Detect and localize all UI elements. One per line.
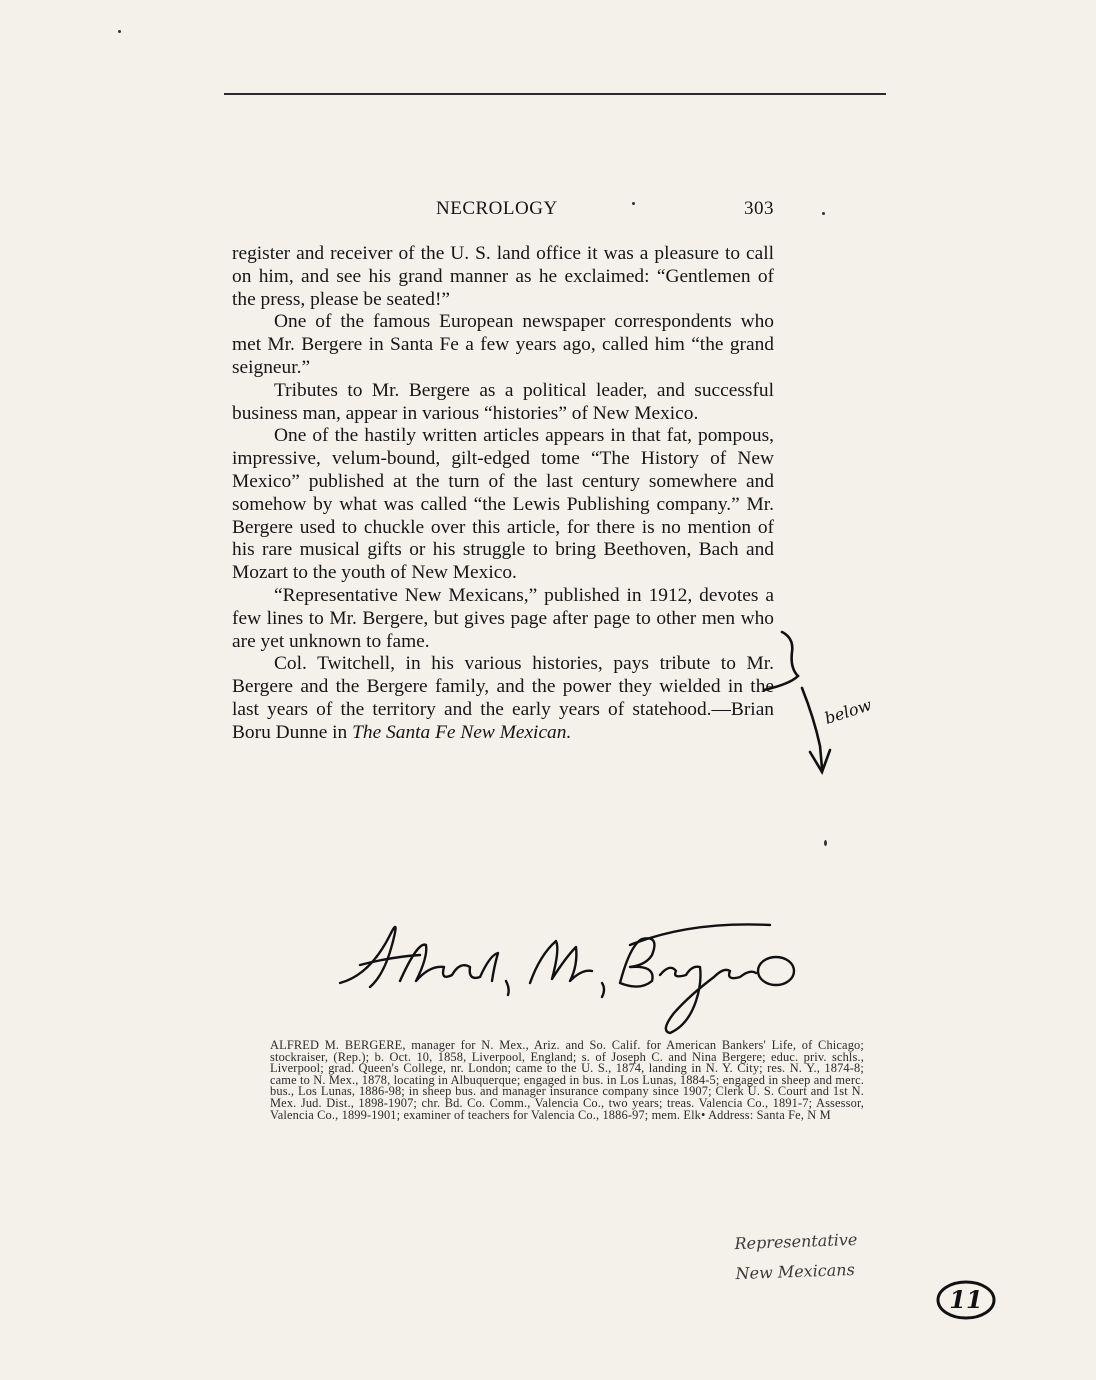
paragraph-text: Col. Twitchell, in his various histories, pays tribute to Mr. Bergere and the Bergere family, and the power they wielded in the last years of the territory and the early years of statehood.—Brian Boru Dunne in bbox=[232, 653, 774, 743]
signature-drawing bbox=[330, 905, 810, 1045]
paper-speck bbox=[118, 30, 121, 33]
handwritten-note bbox=[734, 1225, 859, 1289]
top-rule bbox=[224, 93, 886, 95]
source-citation: The Santa Fe New Mexican. bbox=[352, 721, 572, 743]
paper-speck bbox=[822, 212, 825, 215]
page-title: NECROLOGY bbox=[436, 198, 558, 219]
circled-number: 11 bbox=[949, 1285, 983, 1314]
paragraph: register and receiver of the U. S. land office it was a pleasure to call on him, and see his grand manner as he exclaimed: “Gentlemen of the press, please be seated!” bbox=[232, 243, 774, 310]
biography-text: ALFRED M. BERGERE, manager for N. Mex., Ariz. and So. Calif. for American Bankers' Life, of Chicago; stockraiser, (Rep.); b. Oct. 10, 1858, Liverpool, England; s. of Joseph C. and Nina Bergere; educ. priv. schls., Liverpool; grad. Queen's College, nr. London; came to the U. S., 1874, landing in N. Y. City; res. N. Y., 1874-8; came to N. Mex., 1878, locating in Albuquerque; engaged in bus. in Los Lunas, 1884-5; engaged in sheep and merc. bus., Los Lunas, 1886-98; in sheep bus. and manager insurance company since 1907; Clerk U. S. Court and 1st N. Mex. Jud. Dist., 1898-1907; chr. Bd. Co. Comm., Valencia Co., two years; treas. Valencia Co., 1891-7; Assessor, Valencia Co., 1899-1901; examiner of teachers for Valencia Co., 1886-97; mem. Elk• Address: Santa Fe, N M bbox=[270, 1038, 864, 1122]
page-number: 303 bbox=[744, 198, 774, 219]
signature bbox=[330, 905, 810, 1045]
paper-speck bbox=[824, 840, 827, 846]
paragraph: Tributes to Mr. Bergere as a political leader, and successful business man, appear in various “histories” of New Mexico. bbox=[232, 379, 774, 424]
handwritten-line: New Mexicans bbox=[735, 1259, 856, 1284]
paragraph-last bbox=[232, 653, 774, 744]
handwritten-line: Representative bbox=[734, 1229, 858, 1254]
paper-speck bbox=[632, 202, 635, 205]
running-head bbox=[232, 198, 774, 222]
paragraph: “Representative New Mexicans,” published in 1912, devotes a few lines to Mr. Bergere, but gives page after page to other men who are yet unknown to fame. bbox=[232, 584, 774, 652]
article-body bbox=[232, 243, 774, 745]
paragraph: One of the hastily written articles appears in that fat, pompous, impressive, velum-bound, gilt-edged tome “The History of New Mexico” published at the turn of the last century somewhere and somehow by what was called “the Lewis Publishing company.” Mr. Bergere used to chuckle over this article, for there is no mention of his rare musical gifts or his struggle to bring Beethoven, Bach and Mozart to the youth of New Mexico. bbox=[232, 425, 774, 584]
margin-note: below bbox=[822, 695, 874, 728]
paragraph: One of the famous European newspaper correspondents who met Mr. Bergere in Santa Fe a few years ago, called him “the grand seigneur.” bbox=[232, 311, 774, 378]
biography-entry bbox=[270, 1040, 864, 1121]
circled-page-marker bbox=[935, 1278, 997, 1322]
